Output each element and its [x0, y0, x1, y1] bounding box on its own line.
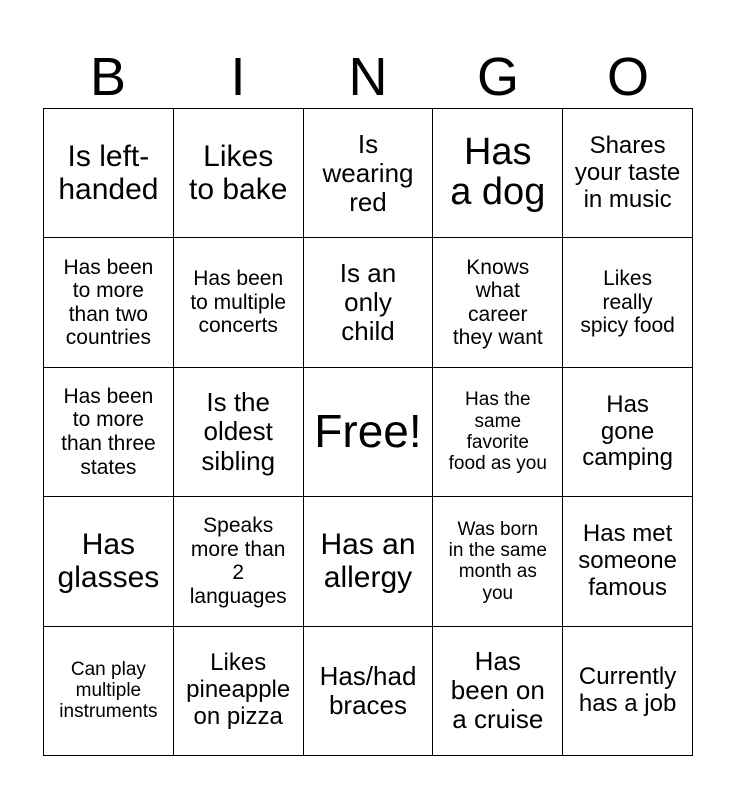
bingo-cell-2-4[interactable]	[433, 238, 563, 367]
bingo-cell-4-4[interactable]	[433, 497, 563, 626]
bingo-cell-1-2[interactable]	[174, 109, 304, 238]
header-letter-o: O	[606, 47, 649, 107]
header-letter-i: I	[230, 47, 246, 107]
cell-text: Is the oldest sibling	[201, 387, 276, 476]
cell-text: Has been to multiple concerts	[190, 267, 287, 338]
cell-text: Knows what career they want	[452, 255, 543, 350]
bingo-cell-4-5[interactable]	[563, 497, 693, 626]
cell-text: Likes pineapple on pizza	[186, 649, 291, 731]
bingo-cell-4-1[interactable]	[44, 497, 174, 626]
free-space-text: Free!	[314, 405, 422, 458]
cell-text: Has met someone famous	[578, 520, 677, 601]
cell-text: Currently has a job	[578, 662, 677, 717]
bingo-cell-2-2[interactable]	[174, 238, 304, 367]
cell-text: Likes really spicy food	[580, 267, 675, 338]
cell-text: Shares your taste in music	[574, 131, 681, 213]
bingo-cell-2-5[interactable]	[563, 238, 693, 367]
bingo-cell-2-3[interactable]	[304, 238, 434, 367]
bingo-cell-3-2[interactable]	[174, 368, 304, 497]
bingo-cell-3-5[interactable]	[563, 368, 693, 497]
bingo-cell-1-3[interactable]	[304, 109, 434, 238]
bingo-cell-5-2[interactable]	[174, 627, 304, 756]
bingo-cell-3-1[interactable]	[44, 368, 174, 497]
cell-text: Likes to bake	[188, 139, 288, 207]
cell-text: Is an only child	[339, 257, 397, 347]
bingo-cell-5-1[interactable]	[44, 627, 174, 756]
bingo-cell-2-1[interactable]	[44, 238, 174, 367]
bingo-cell-1-1[interactable]	[44, 109, 174, 238]
cell-text: Has an allergy	[320, 527, 416, 595]
bingo-card-grid	[43, 108, 693, 756]
cell-text: Has the same favorite food as you	[448, 389, 547, 475]
cell-text: Is wearing red	[322, 128, 414, 217]
bingo-cell-4-2[interactable]	[174, 497, 304, 626]
cell-text: Can play multiple instruments	[59, 658, 158, 723]
bingo-cell-free[interactable]	[304, 368, 434, 497]
cell-text: Was born in the same month as you	[448, 518, 547, 604]
header-letter-g: G	[476, 47, 519, 107]
cell-text: Has a dog	[450, 131, 546, 214]
bingo-header	[43, 46, 693, 108]
bingo-cell-5-3[interactable]	[304, 627, 434, 756]
bingo-cell-5-4[interactable]	[433, 627, 563, 756]
cell-text: Has gone camping	[582, 390, 673, 472]
header-letter-n: N	[348, 47, 388, 107]
cell-text: Has been on a cruise	[450, 646, 545, 735]
bingo-cell-1-4[interactable]	[433, 109, 563, 238]
cell-text: Has been to more than three states	[61, 384, 156, 479]
bingo-cell-4-3[interactable]	[304, 497, 434, 626]
header-letter-b: B	[89, 47, 127, 107]
cell-text: Has been to more than two countries	[63, 255, 154, 350]
cell-text: Is left- handed	[58, 139, 159, 207]
cell-text: Has glasses	[57, 527, 160, 595]
cell-text: Speaks more than 2 languages	[189, 514, 287, 608]
bingo-cell-1-5[interactable]	[563, 109, 693, 238]
bingo-cell-3-4[interactable]	[433, 368, 563, 497]
cell-text: Has/had braces	[319, 660, 417, 720]
bingo-cell-5-5[interactable]	[563, 627, 693, 756]
